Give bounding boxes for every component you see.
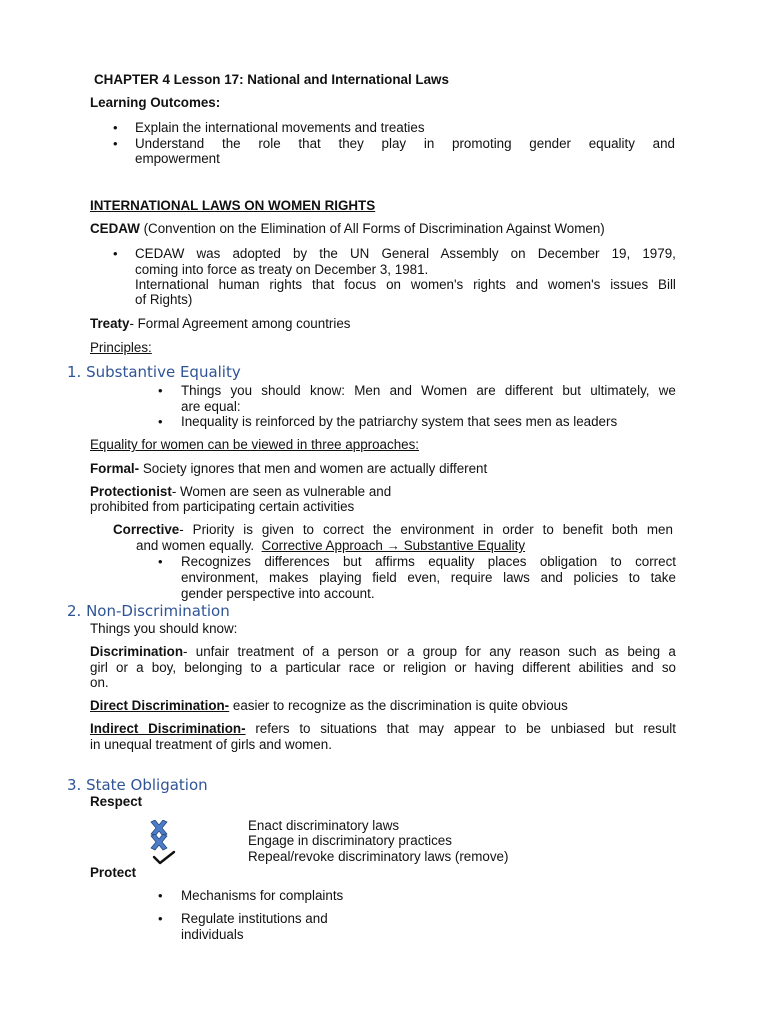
respect-item: Enact discriminatory laws	[248, 818, 400, 833]
principles-label: Principles:	[90, 340, 152, 355]
protect-item: Regulate institutions and	[181, 911, 328, 926]
substantive-bullet: Things you should know: Men and Women are different but ultimately, we	[181, 383, 676, 398]
corrective-bullet-continued: gender perspective into account.	[181, 586, 375, 601]
corrective-bullet-continued: environment, makes playing field even, require laws and policies to take	[181, 570, 676, 585]
protectionist-approach: Protectionist- Women are seen as vulnerable and	[90, 484, 392, 499]
respect-item: Repeal/revoke discriminatory laws (remove)	[248, 849, 509, 864]
indirect-discrimination-continued: in unequal treatment of girls and women.	[90, 737, 332, 752]
bullet-dot: •	[158, 383, 163, 398]
protect-item: Mechanisms for complaints	[181, 888, 344, 903]
learning-outcomes-heading: Learning Outcomes:	[90, 95, 221, 110]
check-mark-icon	[152, 850, 178, 866]
outcome-item: Explain the international movements and treaties	[135, 120, 425, 135]
indirect-discrimination: Indirect Discrimination- refers to situations that may appear to be unbiased but result	[90, 721, 676, 736]
bullet-dot: •	[158, 414, 163, 429]
formal-approach: Formal- Society ignores that men and women are actually different	[90, 461, 488, 476]
corrective-approach: Corrective- Priority is given to correct the environment in order to benefit both men	[113, 522, 673, 537]
protect-item-continued: individuals	[181, 927, 244, 942]
bullet-dot: •	[113, 246, 118, 261]
corrective-approach-continued: and women equally. Corrective Approach → Substantive Equality	[136, 538, 526, 553]
cedaw-bullet-line: CEDAW was adopted by the UN General Assembly on December 19, 1979,	[135, 246, 676, 261]
section-heading-non-discrimination: 2. Non-Discrimination	[67, 602, 230, 620]
section-heading-substantive-equality: 1. Substantive Equality	[67, 363, 241, 381]
protectionist-approach-continued: prohibited from participating certain activities	[90, 499, 355, 514]
cedaw-extra-line: of Rights)	[135, 292, 193, 307]
cedaw-definition: CEDAW (Convention on the Elimination of All Forms of Discrimination Against Women)	[90, 221, 605, 236]
outcome-item: Understand the role that they play in promoting gender equality and	[135, 136, 675, 151]
direct-discrimination: Direct Discrimination- easier to recognize as the discrimination is quite obvious	[90, 698, 568, 713]
treaty-definition: Treaty- Formal Agreement among countries	[90, 316, 351, 331]
bullet-dot: •	[158, 888, 163, 903]
respect-item: Engage in discriminatory practices	[248, 833, 452, 848]
cedaw-extra-line: International human rights that focus on women's rights and women's issues Bill	[135, 277, 676, 292]
corrective-bullet: Recognizes differences but affirms equality places obligation to correct	[181, 554, 676, 569]
bullet-dot: •	[158, 554, 163, 569]
discrimination-definition-continued: girl or a boy, belonging to a particular race or religion or having different abilities and so	[90, 660, 676, 675]
section-heading-international-laws: INTERNATIONAL LAWS ON WOMEN RIGHTS	[90, 198, 376, 213]
corrective-approach-link: Corrective Approach → Substantive Equality	[261, 538, 526, 553]
page-title: CHAPTER 4 Lesson 17: National and International Laws	[94, 72, 449, 87]
section-heading-state-obligation: 3. State Obligation	[67, 776, 208, 794]
outcome-item-continued: empowerment	[135, 151, 220, 166]
cedaw-bullet-line: coming into force as treaty on December 3, 1981.	[135, 262, 429, 277]
substantive-bullet-continued: are equal:	[181, 399, 241, 414]
bullet-dot: •	[113, 136, 118, 151]
discrimination-definition-continued: on.	[90, 675, 109, 690]
non-discrimination-intro: Things you should know:	[90, 621, 238, 636]
respect-label: Respect	[90, 794, 143, 809]
approaches-label: Equality for women can be viewed in three approaches:	[90, 437, 420, 452]
bullet-dot: •	[113, 120, 118, 135]
protect-label: Protect	[90, 865, 137, 880]
bullet-dot: •	[158, 911, 163, 926]
substantive-bullet: Inequality is reinforced by the patriarchy system that sees men as leaders	[181, 414, 618, 429]
discrimination-definition: Discrimination- unfair treatment of a person or a group for any reason such as being a	[90, 644, 676, 659]
